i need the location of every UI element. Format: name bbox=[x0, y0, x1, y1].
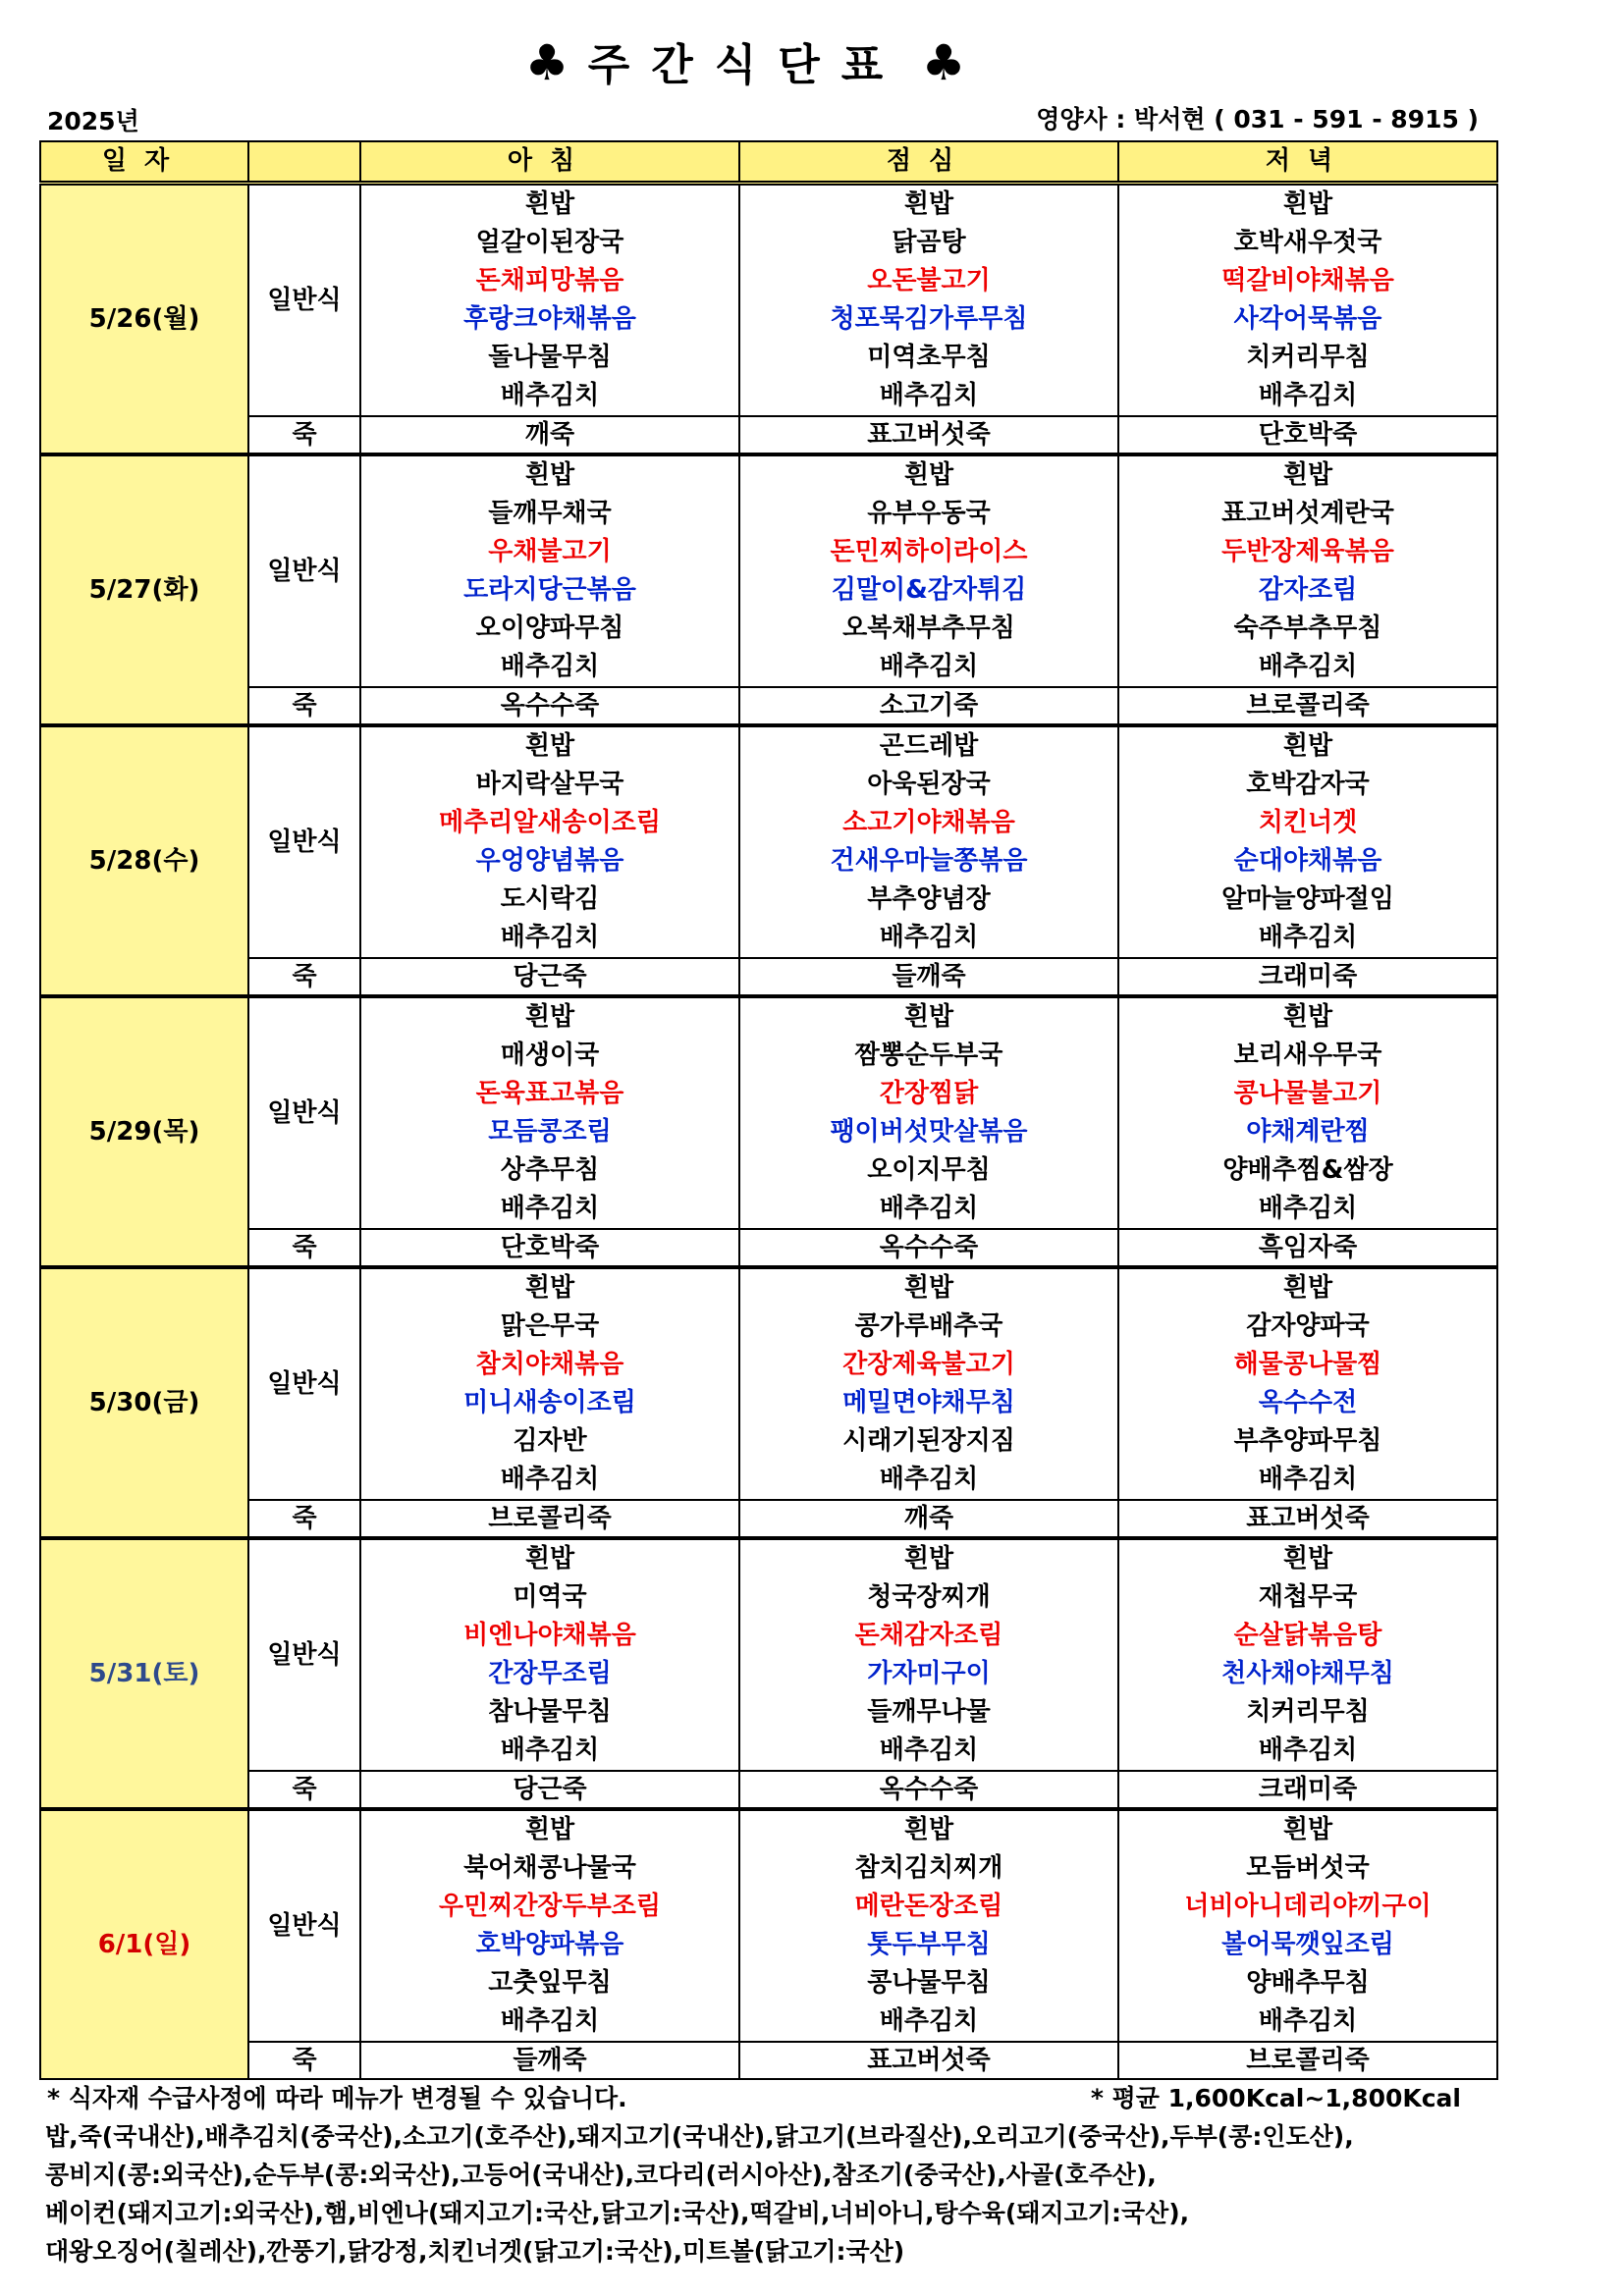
porridge-item: 크래미죽 bbox=[1118, 1771, 1497, 1809]
regular-label: 일반식 bbox=[248, 1267, 360, 1500]
day-date: 5/28(수) bbox=[40, 725, 248, 996]
day-block bbox=[40, 1809, 1497, 2079]
day-date: 5/29(목) bbox=[40, 996, 248, 1267]
breakfast-cell bbox=[360, 725, 739, 958]
menu-item: 흰밥 bbox=[524, 1815, 575, 1844]
porridge-item: 표고버섯죽 bbox=[739, 2042, 1118, 2079]
footer-notes bbox=[47, 2079, 1500, 2270]
porridge-item: 크래미죽 bbox=[1118, 958, 1497, 996]
menu-item: 청포묵김가루무침 bbox=[830, 304, 1028, 334]
regular-meal-row bbox=[40, 1809, 1497, 2042]
menu-item: 치커리무침 bbox=[1246, 1697, 1370, 1727]
menu-item: 흰밥 bbox=[903, 1815, 954, 1844]
dinner-cell bbox=[1118, 1538, 1497, 1771]
menu-item: 배추김치 bbox=[879, 1465, 979, 1494]
day-date: 5/26(월) bbox=[40, 184, 248, 455]
menu-item: 콩나물불고기 bbox=[1233, 1079, 1382, 1108]
menu-item: 김말이&감자튀김 bbox=[831, 575, 1027, 605]
menu-item: 메밀면야채무침 bbox=[842, 1388, 1015, 1417]
menu-item: 간장무조림 bbox=[488, 1659, 612, 1688]
porridge-row bbox=[40, 416, 1497, 454]
menu-item: 흰밥 bbox=[524, 731, 575, 761]
breakfast-cell bbox=[360, 454, 739, 687]
lunch-cell bbox=[739, 1538, 1118, 1771]
menu-item: 모듬버섯국 bbox=[1246, 1853, 1370, 1883]
menu-item: 팽이버섯맛살볶음 bbox=[830, 1117, 1028, 1147]
menu-item: 오돈불고기 bbox=[867, 266, 991, 295]
porridge-item: 흑임자죽 bbox=[1118, 1229, 1497, 1267]
menu-item: 감자양파국 bbox=[1246, 1311, 1370, 1341]
menu-item: 미역초무침 bbox=[867, 343, 991, 372]
origin-line: 콩비지(콩:외국산),순두부(콩:외국산),고등어(국내산),코다리(러시아산),참조기(중국산),사골(호주산), bbox=[45, 2161, 1157, 2189]
club-icon: ♣ bbox=[524, 34, 571, 91]
menu-item: 순살닭볶음탕 bbox=[1233, 1621, 1382, 1650]
day-block bbox=[40, 725, 1497, 996]
regular-label: 일반식 bbox=[248, 184, 360, 417]
porridge-row bbox=[40, 687, 1497, 725]
dinner-cell bbox=[1118, 996, 1497, 1229]
menu-item: 흰밥 bbox=[1282, 460, 1333, 490]
weekly-menu-table bbox=[39, 140, 1498, 2080]
title-text: 주간식단표 bbox=[587, 40, 905, 90]
menu-item: 가자미구이 bbox=[867, 1659, 991, 1688]
menu-item: 호박양파볶음 bbox=[475, 1930, 624, 1959]
menu-item: 건새우마늘쫑볶음 bbox=[830, 846, 1028, 876]
menu-item: 배추김치 bbox=[1258, 1194, 1358, 1223]
day-block bbox=[40, 996, 1497, 1267]
year-label: 2025년 bbox=[47, 107, 139, 135]
header-date: 일자 bbox=[40, 141, 248, 184]
menu-item: 배추김치 bbox=[500, 1194, 600, 1223]
menu-item: 미역국 bbox=[513, 1582, 587, 1612]
menu-item: 감자조림 bbox=[1258, 575, 1358, 605]
menu-item: 시래기된장지짐 bbox=[842, 1426, 1015, 1456]
porridge-item: 당근죽 bbox=[360, 1771, 739, 1809]
header-lunch: 점심 bbox=[739, 141, 1118, 184]
menu-item: 표고버섯계란국 bbox=[1221, 499, 1394, 528]
regular-meal-row bbox=[40, 1538, 1497, 1771]
menu-item: 재첩무국 bbox=[1258, 1582, 1358, 1612]
porridge-item: 표고버섯죽 bbox=[1118, 1500, 1497, 1538]
dinner-cell bbox=[1118, 184, 1497, 417]
dinner-cell bbox=[1118, 1809, 1497, 2042]
porridge-item: 브로콜리죽 bbox=[1118, 2042, 1497, 2079]
porridge-row bbox=[40, 1500, 1497, 1538]
menu-item: 떡갈비야채볶음 bbox=[1221, 266, 1394, 295]
menu-item: 모듬콩조림 bbox=[488, 1117, 612, 1147]
breakfast-cell bbox=[360, 996, 739, 1229]
menu-item: 흰밥 bbox=[903, 189, 954, 219]
menu-item: 오복채부추무침 bbox=[842, 614, 1015, 643]
lunch-cell bbox=[739, 454, 1118, 687]
day-date: 5/30(금) bbox=[40, 1267, 248, 1538]
menu-item: 배추김치 bbox=[1258, 652, 1358, 681]
porridge-item: 옥수수죽 bbox=[739, 1771, 1118, 1809]
menu-item: 북어채콩나물국 bbox=[463, 1853, 636, 1883]
porridge-row bbox=[40, 958, 1497, 996]
menu-item: 들깨무나물 bbox=[867, 1697, 991, 1727]
porridge-row bbox=[40, 1229, 1497, 1267]
menu-item: 상추무침 bbox=[500, 1155, 600, 1185]
menu-item: 흰밥 bbox=[903, 1002, 954, 1032]
menu-item: 배추김치 bbox=[879, 923, 979, 952]
origin-line: 베이컨(돼지고기:외국산),햄,비엔나(돼지고기:국산,닭고기:국산),떡갈비,너비아니,탕수육(돼지고기:국산), bbox=[45, 2199, 1190, 2227]
menu-item: 배추김치 bbox=[879, 1735, 979, 1765]
menu-item: 김자반 bbox=[513, 1426, 587, 1456]
porridge-item: 깨죽 bbox=[739, 1500, 1118, 1538]
menu-item: 흰밥 bbox=[903, 1544, 954, 1574]
menu-item: 숙주부추무침 bbox=[1233, 614, 1382, 643]
lunch-cell bbox=[739, 1267, 1118, 1500]
club-icon: ♣ bbox=[921, 34, 968, 91]
header-dinner: 저녁 bbox=[1118, 141, 1497, 184]
day-date: 5/31(토) bbox=[40, 1538, 248, 1809]
menu-item: 알마늘양파절임 bbox=[1221, 884, 1394, 914]
menu-item: 두반장제육볶음 bbox=[1221, 537, 1394, 566]
menu-item: 흰밥 bbox=[903, 1273, 954, 1303]
menu-item: 비엔나야채볶음 bbox=[463, 1621, 636, 1650]
menu-item: 참나물무침 bbox=[488, 1697, 612, 1727]
menu-item: 우채불고기 bbox=[488, 537, 612, 566]
regular-meal-row bbox=[40, 996, 1497, 1229]
porridge-item: 깨죽 bbox=[360, 416, 739, 454]
page-title bbox=[0, 29, 1492, 92]
menu-item: 바지락살무국 bbox=[475, 770, 624, 799]
regular-label: 일반식 bbox=[248, 1809, 360, 2042]
header-row bbox=[40, 141, 1497, 184]
menu-item: 배추김치 bbox=[1258, 1735, 1358, 1765]
regular-label: 일반식 bbox=[248, 454, 360, 687]
porridge-label: 죽 bbox=[248, 1500, 360, 1538]
day-date: 6/1(일) bbox=[40, 1809, 248, 2079]
menu-item: 너비아니데리야끼구이 bbox=[1184, 1892, 1432, 1921]
menu-item: 사각어묵볶음 bbox=[1233, 304, 1382, 334]
porridge-label: 죽 bbox=[248, 1771, 360, 1809]
menu-item: 흰밥 bbox=[524, 460, 575, 490]
breakfast-cell bbox=[360, 1267, 739, 1500]
menu-item: 천사채야채무침 bbox=[1221, 1659, 1394, 1688]
porridge-item: 들깨죽 bbox=[739, 958, 1118, 996]
regular-meal-row bbox=[40, 1267, 1497, 1500]
porridge-item: 표고버섯죽 bbox=[739, 416, 1118, 454]
porridge-label: 죽 bbox=[248, 2042, 360, 2079]
menu-item: 볼어묵깻잎조림 bbox=[1221, 1930, 1394, 1959]
menu-item: 배추김치 bbox=[879, 652, 979, 681]
menu-item: 돌나물무침 bbox=[488, 343, 612, 372]
menu-item: 맑은무국 bbox=[500, 1311, 600, 1341]
menu-item: 소고기야채볶음 bbox=[842, 808, 1015, 837]
menu-item: 돈채감자조림 bbox=[854, 1621, 1003, 1650]
breakfast-cell bbox=[360, 1809, 739, 2042]
menu-item: 배추김치 bbox=[500, 923, 600, 952]
porridge-item: 옥수수죽 bbox=[739, 1229, 1118, 1267]
menu-item: 메란돈장조림 bbox=[854, 1892, 1003, 1921]
menu-item: 양배추찜&쌈장 bbox=[1222, 1155, 1393, 1185]
menu-item: 곤드레밥 bbox=[879, 731, 979, 761]
porridge-item: 브로콜리죽 bbox=[1118, 687, 1497, 725]
header-breakfast: 아침 bbox=[360, 141, 739, 184]
day-block bbox=[40, 184, 1497, 455]
dinner-cell bbox=[1118, 454, 1497, 687]
menu-item: 톳두부무침 bbox=[867, 1930, 991, 1959]
menu-item: 배추김치 bbox=[879, 1194, 979, 1223]
menu-item: 흰밥 bbox=[1282, 731, 1333, 761]
menu-item: 도라지당근볶음 bbox=[463, 575, 636, 605]
lunch-cell bbox=[739, 1809, 1118, 2042]
lunch-cell bbox=[739, 996, 1118, 1229]
menu-item: 부추양파무침 bbox=[1233, 1426, 1382, 1456]
menu-item: 간장제육불고기 bbox=[842, 1350, 1015, 1379]
menu-item: 배추김치 bbox=[500, 1465, 600, 1494]
menu-item: 배추김치 bbox=[879, 2006, 979, 2036]
dinner-cell bbox=[1118, 1267, 1497, 1500]
menu-item: 간장찜닭 bbox=[879, 1079, 979, 1108]
menu-item: 흰밥 bbox=[524, 1002, 575, 1032]
regular-label: 일반식 bbox=[248, 1538, 360, 1771]
origin-line: 대왕오징어(칠레산),깐풍기,닭강정,치킨너겟(닭고기:국산),미트볼(닭고기:국산) bbox=[45, 2237, 905, 2266]
menu-item: 배추김치 bbox=[500, 381, 600, 410]
menu-item: 참치야채볶음 bbox=[475, 1350, 624, 1379]
menu-item: 흰밥 bbox=[524, 1544, 575, 1574]
porridge-label: 죽 bbox=[248, 958, 360, 996]
menu-item: 배추김치 bbox=[1258, 2006, 1358, 2036]
regular-label: 일반식 bbox=[248, 725, 360, 958]
menu-item: 치커리무침 bbox=[1246, 343, 1370, 372]
origin-line: 밥,죽(국내산),배추김치(중국산),소고기(호주산),돼지고기(국내산),닭고기(브라질산),오리고기(중국산),두부(콩:인도산), bbox=[45, 2122, 1354, 2151]
menu-item: 배추김치 bbox=[1258, 381, 1358, 410]
menu-item: 오이지무침 bbox=[867, 1155, 991, 1185]
menu-item: 흰밥 bbox=[1282, 1815, 1333, 1844]
porridge-item: 소고기죽 bbox=[739, 687, 1118, 725]
change-notice: * 식자재 수급사정에 따라 메뉴가 변경될 수 있습니다. bbox=[47, 2084, 627, 2112]
menu-item: 메추리알새송이조림 bbox=[438, 808, 662, 837]
porridge-item: 옥수수죽 bbox=[360, 687, 739, 725]
porridge-item: 단호박죽 bbox=[360, 1229, 739, 1267]
menu-item: 흰밥 bbox=[903, 460, 954, 490]
regular-label: 일반식 bbox=[248, 996, 360, 1229]
menu-item: 치킨너겟 bbox=[1258, 808, 1358, 837]
menu-item: 야채계란찜 bbox=[1246, 1117, 1370, 1147]
day-date: 5/27(화) bbox=[40, 454, 248, 725]
menu-item: 흰밥 bbox=[1282, 189, 1333, 219]
menu-item: 우민찌간장두부조림 bbox=[438, 1892, 662, 1921]
porridge-row bbox=[40, 1771, 1497, 1809]
menu-item: 보리새우무국 bbox=[1233, 1041, 1382, 1070]
menu-item: 흰밥 bbox=[524, 1273, 575, 1303]
menu-item: 흰밥 bbox=[1282, 1002, 1333, 1032]
day-block bbox=[40, 1267, 1497, 1538]
porridge-item: 당근죽 bbox=[360, 958, 739, 996]
regular-meal-row bbox=[40, 725, 1497, 958]
menu-item: 순대야채볶음 bbox=[1233, 846, 1382, 876]
menu-item: 호박새우젓국 bbox=[1233, 228, 1382, 257]
menu-item: 오이양파무침 bbox=[475, 614, 624, 643]
menu-item: 콩가루배추국 bbox=[854, 1311, 1003, 1341]
day-block bbox=[40, 454, 1497, 725]
menu-item: 미니새송이조림 bbox=[463, 1388, 636, 1417]
menu-item: 얼갈이된장국 bbox=[475, 228, 624, 257]
menu-item: 콩나물무침 bbox=[867, 1968, 991, 1998]
menu-item: 참치김치찌개 bbox=[854, 1853, 1003, 1883]
menu-item: 아욱된장국 bbox=[867, 770, 991, 799]
menu-item: 매생이국 bbox=[500, 1041, 600, 1070]
porridge-label: 죽 bbox=[248, 1229, 360, 1267]
menu-item: 짬뽕순두부국 bbox=[854, 1041, 1003, 1070]
porridge-row bbox=[40, 2042, 1497, 2079]
menu-item: 부추양념장 bbox=[867, 884, 991, 914]
calorie-note: * 평균 1,600Kcal~1,800Kcal bbox=[1090, 2084, 1461, 2112]
menu-item: 들깨무채국 bbox=[488, 499, 612, 528]
porridge-item: 들깨죽 bbox=[360, 2042, 739, 2079]
porridge-item: 브로콜리죽 bbox=[360, 1500, 739, 1538]
menu-item: 배추김치 bbox=[1258, 1465, 1358, 1494]
menu-item: 우엉양념볶음 bbox=[475, 846, 624, 876]
menu-item: 양배추무침 bbox=[1246, 1968, 1370, 1998]
menu-item: 배추김치 bbox=[500, 1735, 600, 1765]
porridge-item: 단호박죽 bbox=[1118, 416, 1497, 454]
lunch-cell bbox=[739, 725, 1118, 958]
dinner-cell bbox=[1118, 725, 1497, 958]
dietitian-contact: 영양사 : 박서현 ( 031 - 591 - 8915 ) bbox=[1036, 105, 1479, 133]
menu-item: 고춧잎무침 bbox=[488, 1968, 612, 1998]
menu-item: 배추김치 bbox=[879, 381, 979, 410]
menu-item: 배추김치 bbox=[500, 2006, 600, 2036]
menu-item: 돈민찌하이라이스 bbox=[830, 537, 1028, 566]
menu-item: 유부우동국 bbox=[867, 499, 991, 528]
menu-item: 돈육표고볶음 bbox=[475, 1079, 624, 1108]
menu-item: 배추김치 bbox=[1258, 923, 1358, 952]
menu-item: 배추김치 bbox=[500, 652, 600, 681]
menu-item: 흰밥 bbox=[1282, 1273, 1333, 1303]
breakfast-cell bbox=[360, 184, 739, 417]
menu-item: 옥수수전 bbox=[1258, 1388, 1358, 1417]
header-type bbox=[248, 141, 360, 184]
menu-item: 호박감자국 bbox=[1246, 770, 1370, 799]
porridge-label: 죽 bbox=[248, 416, 360, 454]
breakfast-cell bbox=[360, 1538, 739, 1771]
menu-item: 해물콩나물찜 bbox=[1233, 1350, 1382, 1379]
menu-item: 청국장찌개 bbox=[867, 1582, 991, 1612]
menu-item: 도시락김 bbox=[500, 884, 600, 914]
porridge-label: 죽 bbox=[248, 687, 360, 725]
lunch-cell bbox=[739, 184, 1118, 417]
regular-meal-row bbox=[40, 454, 1497, 687]
menu-item: 돈채피망볶음 bbox=[475, 266, 624, 295]
menu-item: 흰밥 bbox=[524, 189, 575, 219]
menu-item: 흰밥 bbox=[1282, 1544, 1333, 1574]
menu-item: 후랑크야채볶음 bbox=[463, 304, 636, 334]
regular-meal-row bbox=[40, 184, 1497, 417]
menu-item: 닭곰탕 bbox=[892, 228, 966, 257]
day-block bbox=[40, 1538, 1497, 1809]
